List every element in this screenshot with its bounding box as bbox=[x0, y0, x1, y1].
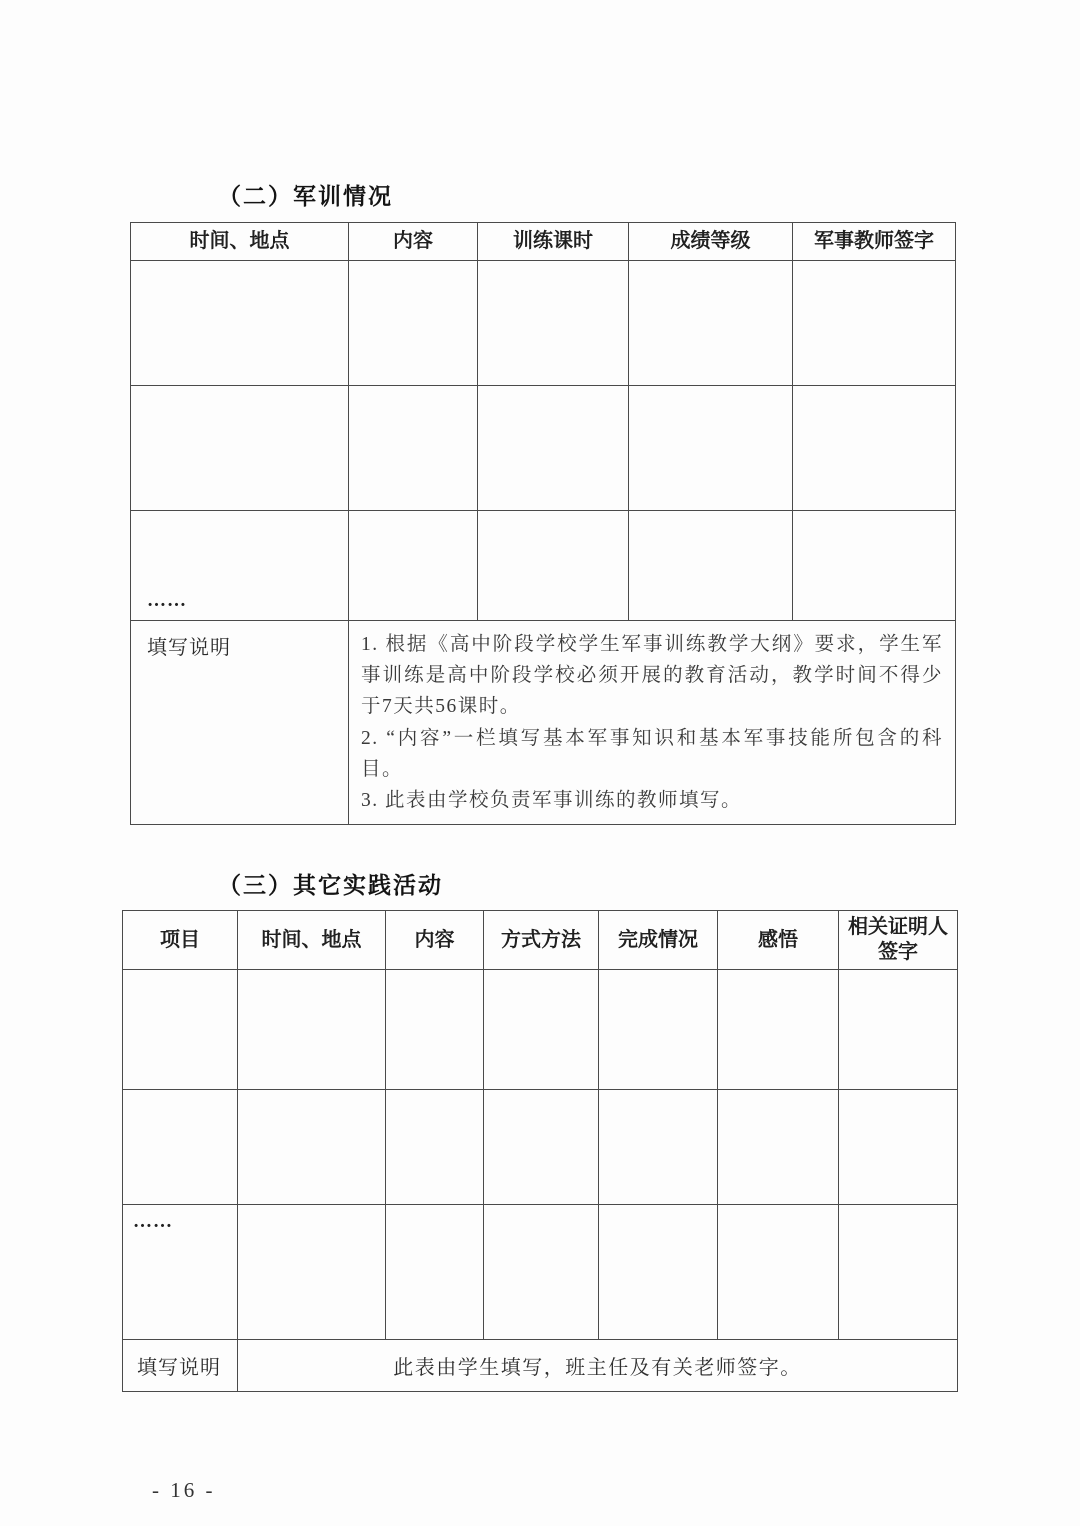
section-military-training-title: （二）军训情况 bbox=[218, 184, 393, 209]
empty-cell bbox=[484, 1090, 599, 1205]
ellipsis-cell: …… bbox=[123, 1205, 238, 1340]
empty-cell bbox=[793, 261, 956, 386]
header-method: 方式方法 bbox=[484, 911, 599, 970]
note-row bbox=[131, 621, 956, 825]
empty-cell bbox=[629, 511, 793, 621]
other-activities-table bbox=[122, 910, 958, 1392]
header-content: 内容 bbox=[386, 911, 484, 970]
empty-cell bbox=[478, 261, 629, 386]
header-project: 项目 bbox=[123, 911, 238, 970]
note-item-1: 1. 根据《高中阶段学校学生军事训练教学大纲》要求，学生军事训练是高中阶段学校必须开展的教育活动，教学时间不得少于7天共56课时。 bbox=[361, 634, 943, 718]
empty-cell bbox=[349, 386, 478, 511]
note-item-2: 2. “内容”一栏填写基本军事知识和基本军事技能所包含的科目。 bbox=[361, 727, 943, 780]
page-number: - 16 - bbox=[152, 1478, 216, 1503]
header-time-place: 时间、地点 bbox=[238, 911, 386, 970]
empty-cell bbox=[839, 1090, 958, 1205]
empty-cell bbox=[238, 970, 386, 1090]
empty-cell bbox=[839, 1205, 958, 1340]
section-other-activities-title: （三）其它实践活动 bbox=[218, 873, 443, 899]
empty-cell bbox=[349, 511, 478, 621]
table-row bbox=[131, 386, 956, 511]
header-content: 内容 bbox=[349, 223, 478, 261]
empty-cell bbox=[123, 970, 238, 1090]
empty-cell bbox=[386, 970, 484, 1090]
empty-cell bbox=[839, 970, 958, 1090]
table-row bbox=[123, 970, 958, 1090]
empty-cell bbox=[131, 386, 349, 511]
table-header-row bbox=[123, 911, 958, 970]
note-label: 填写说明 bbox=[131, 621, 349, 825]
note-body bbox=[349, 621, 956, 825]
empty-cell bbox=[599, 1090, 718, 1205]
empty-cell bbox=[793, 386, 956, 511]
empty-cell bbox=[718, 1090, 839, 1205]
table-row bbox=[131, 261, 956, 386]
header-reflection: 感悟 bbox=[718, 911, 839, 970]
note-item-3: 3. 此表由学校负责军事训练的教师填写。 bbox=[361, 789, 743, 811]
military-training-table bbox=[130, 222, 956, 825]
header-training-hours: 训练课时 bbox=[478, 223, 629, 261]
empty-cell bbox=[386, 1205, 484, 1340]
table-row bbox=[123, 1205, 958, 1340]
note-body: 此表由学生填写，班主任及有关老师签字。 bbox=[238, 1340, 958, 1392]
header-teacher-signature: 军事教师签字 bbox=[793, 223, 956, 261]
empty-cell bbox=[123, 1090, 238, 1205]
header-time-place: 时间、地点 bbox=[131, 223, 349, 261]
header-witness-signature: 相关证明人签字 bbox=[839, 911, 958, 970]
empty-cell bbox=[386, 1090, 484, 1205]
empty-cell bbox=[238, 1090, 386, 1205]
empty-cell bbox=[629, 386, 793, 511]
header-completion: 完成情况 bbox=[599, 911, 718, 970]
empty-cell bbox=[599, 970, 718, 1090]
empty-cell bbox=[718, 1205, 839, 1340]
empty-cell bbox=[478, 511, 629, 621]
empty-cell bbox=[478, 386, 629, 511]
empty-cell bbox=[131, 261, 349, 386]
table-header-row bbox=[131, 223, 956, 261]
ellipsis-cell: …… bbox=[131, 511, 349, 621]
table-row bbox=[123, 1090, 958, 1205]
note-row bbox=[123, 1340, 958, 1392]
empty-cell bbox=[793, 511, 956, 621]
table-row bbox=[131, 511, 956, 621]
empty-cell bbox=[484, 1205, 599, 1340]
empty-cell bbox=[349, 261, 478, 386]
empty-cell bbox=[484, 970, 599, 1090]
empty-cell bbox=[599, 1205, 718, 1340]
note-label: 填写说明 bbox=[123, 1340, 238, 1392]
empty-cell bbox=[718, 970, 839, 1090]
empty-cell bbox=[238, 1205, 386, 1340]
empty-cell bbox=[629, 261, 793, 386]
header-grade: 成绩等级 bbox=[629, 223, 793, 261]
